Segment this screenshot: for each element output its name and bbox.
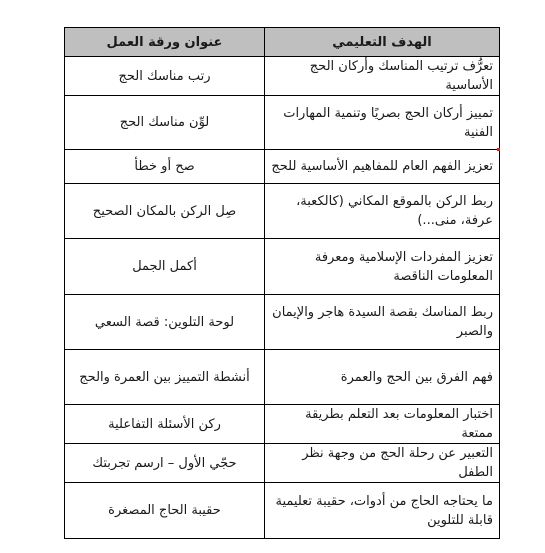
goal-cell: ربط المناسك بقصة السيدة هاجر والإيمان والصبر — [265, 295, 500, 350]
goal-cell: فهم الفرق بين الحج والعمرة — [265, 350, 500, 405]
title-cell: صِل الركن بالمكان الصحيح — [65, 184, 265, 239]
red-mark-dot — [497, 148, 500, 151]
goal-cell: تعزيز الفهم العام للمفاهيم الأساسية للحج — [265, 150, 500, 184]
goal-cell: ربط الركن بالموقع المكاني (كالكعبة، عرفة، منى...) — [265, 184, 500, 239]
table-row — [65, 350, 500, 405]
title-cell: صح أو خطأ — [65, 150, 265, 184]
header-goal: الهدف التعليمي — [265, 28, 500, 57]
table-row — [65, 239, 500, 295]
title-cell: حجّي الأول – ارسم تجربتك — [65, 444, 265, 483]
title-cell: حقيبة الحاج المصغرة — [65, 483, 265, 539]
table-row — [65, 184, 500, 239]
goal-cell: ما يحتاجه الحاج من أدوات، حقيبة تعليمية قابلة للتلوين — [265, 483, 500, 539]
table-row — [65, 150, 500, 184]
title-cell: أكمل الجمل — [65, 239, 265, 295]
goal-cell: اختبار المعلومات بعد التعلم بطريقة ممتعة — [265, 405, 500, 444]
table-header-row — [65, 28, 500, 57]
goal-cell: تمييز أركان الحج بصريًا وتنمية المهارات الفنية — [265, 96, 500, 150]
goal-cell: التعبير عن رحلة الحج من وجهة نظر الطفل — [265, 444, 500, 483]
title-cell: ركن الأسئلة التفاعلية — [65, 405, 265, 444]
table-row — [65, 57, 500, 96]
title-cell: أنشطة التمييز بين العمرة والحج — [65, 350, 265, 405]
table-row — [65, 405, 500, 444]
title-cell: لوحة التلوين: قصة السعي — [65, 295, 265, 350]
table-row — [65, 444, 500, 483]
worksheet-table — [64, 27, 500, 539]
table-row — [65, 295, 500, 350]
goal-cell: تعرُّف ترتيب المناسك وأركان الحج الأساسية — [265, 57, 500, 96]
title-cell: رتب مناسك الحج — [65, 57, 265, 96]
header-title: عنوان ورقة العمل — [65, 28, 265, 57]
goal-cell: تعزيز المفردات الإسلامية ومعرفة المعلومات الناقصة — [265, 239, 500, 295]
table-row — [65, 483, 500, 539]
table-row — [65, 96, 500, 150]
title-cell: لوِّن مناسك الحج — [65, 96, 265, 150]
